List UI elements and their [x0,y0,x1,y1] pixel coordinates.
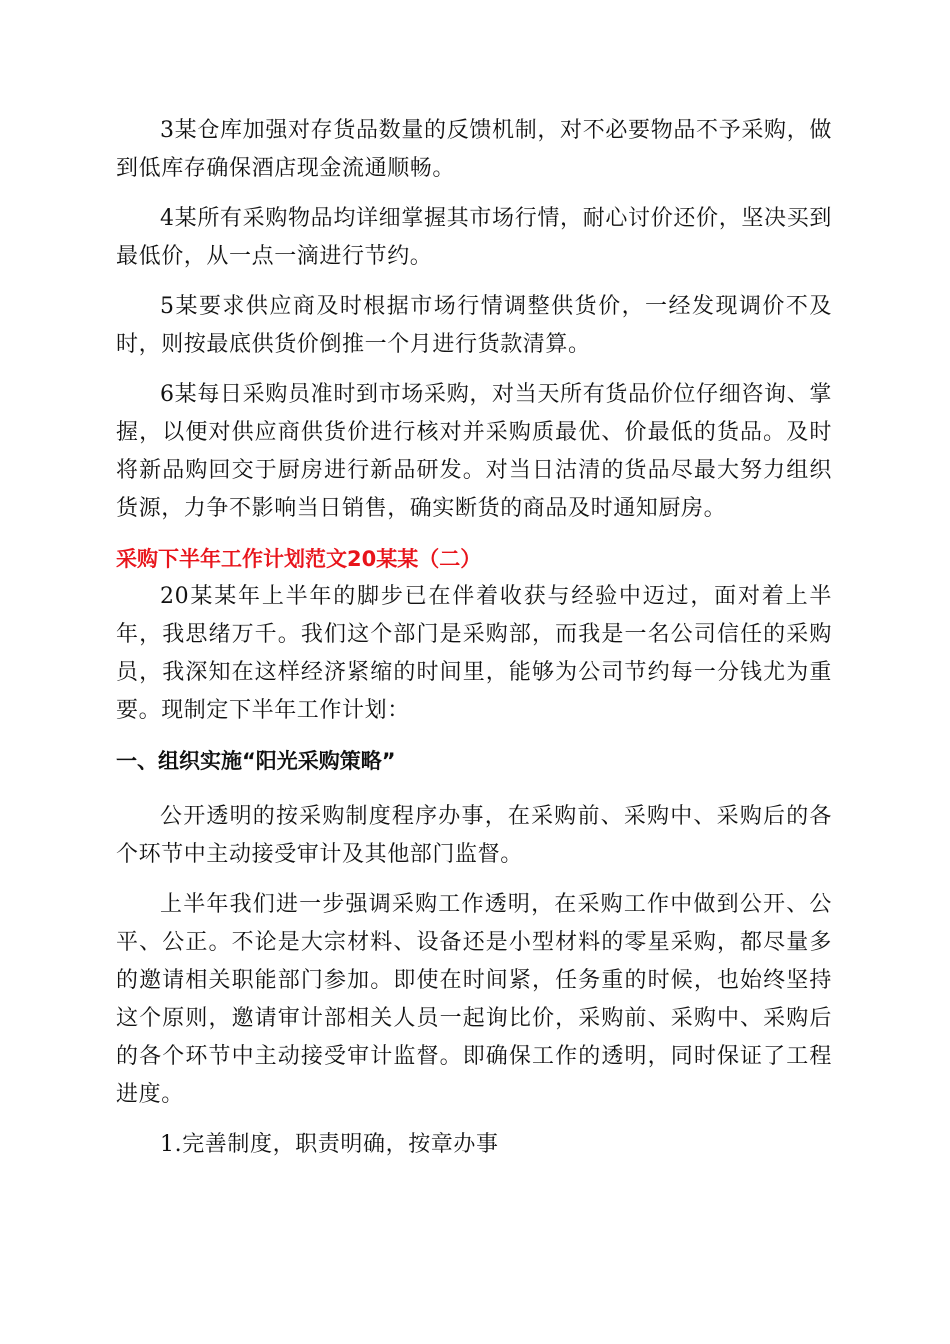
section-title: 采购下半年工作计划范文20某某（二） [116,547,482,571]
subheading-sunshine-procurement: 一、组织实施“阳光采购策略” [116,749,396,773]
paragraph-item-5: 5某要求供应商及时根据市场行情调整供货价，一经发现调价不及时，则按最底供货价倒推一个月进行货款清算。 [116,294,832,357]
paragraph-list-item-1: 1.完善制度，职责明确，按章办事 [160,1132,499,1157]
paragraph-first-half-review: 上半年我们进一步强调采购工作透明，在采购工作中做到公开、公平、公正。不论是大宗材料、设备还是小型材料的零星采购，都尽量多的邀请相关职能部门参加。即使在时间紧，任务重的时候，也始终坚持这个原则，邀请审计部相关人员一起询比价，采购前、采购中、采购后的各个环节中主动接受审计监督。即确保工作的透明，同时保证了工程进度。 [116,892,832,1107]
intro-paragraph: 20某某年上半年的脚步已在伴着收获与经验中迈过，面对着上半年，我思绪万千。我们这个部门是采购部，而我是一名公司信任的采购员，我深知在这样经济紧缩的时间里，能够为公司节约每一分钱尤为重要。现制定下半年工作计划： [116,584,832,723]
paragraph-item-3: 3某仓库加强对存货品数量的反馈机制，对不必要物品不予采购，做到低库存确保酒店现金流通顺畅。 [116,118,832,181]
paragraph-item-4: 4某所有采购物品均详细掌握其市场行情，耐心讨价还价，坚决买到最低价，从一点一滴进行节约。 [116,206,832,269]
paragraph-transparency: 公开透明的按采购制度程序办事，在采购前、采购中、采购后的各个环节中主动接受审计及其他部门监督。 [116,804,832,867]
paragraph-item-6: 6某每日采购员准时到市场采购，对当天所有货品价位仔细咨询、掌握，以便对供应商供货价进行核对并采购质最优、价最低的货品。及时将新品购回交于厨房进行新品研发。对当日沽清的货品尽最大努力组织货源，力争不影响当日销售，确实断货的商品及时通知厨房。 [116,382,832,521]
document-body [116,112,832,1176]
